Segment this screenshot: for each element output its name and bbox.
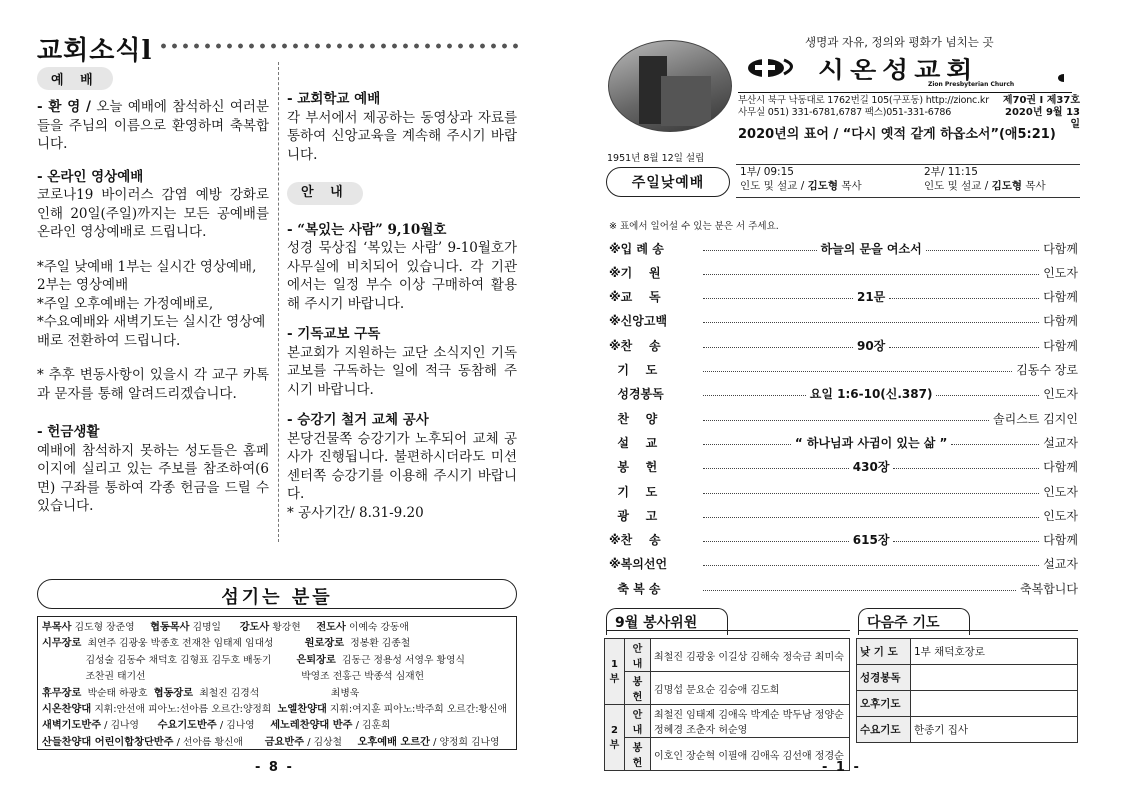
page-title: 교회소식l	[37, 36, 153, 66]
page-number-left: - 8 -	[255, 760, 294, 775]
staff-names: 김동근 정용성 서영우 황영식	[335, 654, 465, 666]
staff-role: 협동장로	[153, 687, 194, 699]
second-service	[924, 165, 1046, 193]
church-contact	[738, 95, 989, 119]
page-number-right: - 1 -	[822, 760, 861, 775]
order-row	[609, 309, 1078, 333]
staff-role: 수요기도반주	[157, 720, 217, 732]
year-motto: 2020년의 표어 / “다시 옛적 같게 하옵소서”(애5:21)	[738, 127, 1056, 142]
blessed-text: 성경 묵상집 ‘복있는 사람’ 9-10월호가 사무실에 비치되어 있습니다. 각 기관에서는 일정 부수 이상 구매하여 활용해 주시기 바랍니다.	[287, 240, 517, 312]
staff-role: 전도사	[316, 622, 346, 633]
order-person: 설교자	[1043, 557, 1078, 572]
service-notes	[37, 258, 269, 351]
order-row	[609, 333, 1078, 357]
staff-role: 세노레찬양대 반주	[270, 720, 353, 732]
staff-role: 새벽기도반주	[42, 720, 102, 732]
second-lead-label: 인도 및 설교 /	[924, 180, 992, 192]
welcome-head: - 환 영 /	[37, 99, 91, 115]
next-prayer-tab: 다음주 기도	[858, 608, 970, 635]
order-person: 인도자	[1043, 508, 1078, 523]
volunteer-guide-2: 최철진 임태제 김애옥 박계순 박두남 정양순 정혜경 조춘자 허순영	[651, 705, 850, 738]
order-label: ※교 독	[609, 290, 661, 305]
order-label: 찬 양	[609, 411, 658, 426]
order-person: 김동수 장로	[1016, 363, 1078, 377]
header-rule	[738, 92, 1072, 93]
order-person: 축복합니다	[1020, 581, 1078, 596]
staff-names: / 김상철	[304, 736, 358, 748]
order-person: 설교자	[1043, 435, 1078, 450]
order-person: 다함께	[1043, 290, 1078, 305]
church-name-en: Zion Presbyterian Church	[928, 81, 1015, 88]
order-label: ※신앙고백	[609, 314, 668, 329]
blessed-head: - “복있는 사람” 9,10월호	[287, 221, 447, 238]
church-photo	[608, 40, 732, 132]
welcome-notice	[37, 98, 269, 154]
order-row	[609, 382, 1078, 406]
order-person: 인도자	[1043, 484, 1078, 499]
volunteer-offer-1: 김명섭 문요순 김승애 김도희	[651, 672, 850, 705]
order-label: 성경봉독	[609, 387, 664, 402]
staff-names: / 선아름 황신애	[173, 736, 265, 748]
section-notice	[287, 182, 517, 205]
order-person: 다함께	[1043, 314, 1078, 329]
staff-line	[42, 686, 517, 702]
staff-names: / 김나영	[101, 720, 158, 732]
newspaper-head: - 기독교보 구독	[287, 326, 381, 342]
first-pastor-title: 목사	[838, 180, 862, 192]
order-label: 봉 헌	[609, 460, 658, 475]
staff-names: 조찬권 태기선 박영조 전홍근 박종석 심재헌	[42, 671, 425, 683]
service-title: 주일낮예배	[631, 175, 705, 191]
title-dots	[158, 40, 518, 52]
staff-names: 김성술 김동수 채덕호 김형표 김두호 배동기	[42, 654, 297, 666]
staff-line	[42, 669, 517, 685]
stand-note: ※ 표에서 일어설 수 있는 분은 서 주세요.	[609, 221, 779, 232]
elevator-head: - 승강기 철거 교체 공사	[287, 412, 429, 428]
order-person: 인도자	[1043, 387, 1078, 402]
staff-role: 은퇴장로	[296, 654, 336, 666]
order-label: ※찬 송	[609, 533, 661, 548]
volume: 제70권 I 제37호	[1002, 95, 1080, 106]
staff-names: 김도형 장준영	[71, 622, 151, 633]
staff-list	[42, 620, 517, 751]
order-content: 요일 1:6-10(신.387)	[809, 387, 933, 402]
order-content: 하늘의 문을 여소서	[820, 241, 922, 256]
elevator-text: 본당건물쪽 승강기가 노후되어 교체 공사가 진행됩니다. 불편하시더라도 미션센터쪽 승강기를 이용해 주시기 바랍니다.	[287, 430, 517, 502]
column-divider	[278, 62, 279, 542]
order-content: 21문	[856, 290, 886, 305]
volunteer-offer-2: 이호인 장순혁 이필애 김애옥 김선애 정경순	[651, 738, 850, 771]
order-row	[609, 358, 1078, 382]
founded-date: 1951년 8월 12일 설립	[607, 153, 705, 164]
order-content: 430장	[852, 460, 890, 475]
next-key-1: 낮 기 도	[857, 639, 911, 665]
order-row	[609, 576, 1078, 600]
next-val-1: 1부 채덕호장로	[911, 639, 1078, 665]
next-val-3	[911, 691, 1078, 717]
staff-role: 협동목사	[150, 622, 190, 633]
order-row	[609, 406, 1078, 430]
order-label: ※기 원	[609, 265, 661, 280]
volunteer-part-2: 2부	[605, 705, 625, 771]
order-row	[609, 260, 1078, 284]
section-worship	[37, 67, 113, 90]
staff-names: / 양정희 김나영	[430, 736, 500, 748]
staff-names: 황강현	[269, 622, 317, 633]
staff-names: / 김나영	[216, 720, 271, 732]
school-head: - 교회학교 예배	[287, 91, 381, 107]
service-rule-bottom	[736, 197, 1080, 198]
next-key-2: 성경봉독	[857, 665, 911, 691]
order-person: 솔리스트 김지인	[993, 411, 1078, 426]
school-text: 각 부서에서 제공하는 동영상과 자료를 통하여 신앙교육을 계속해 주시기 바랍니다.	[287, 109, 517, 163]
staff-line	[42, 636, 517, 652]
issue-date: 2020년 9월 13일	[1005, 107, 1080, 130]
staff-role: 부목사	[42, 622, 72, 633]
section-worship-label: 예 배	[37, 67, 113, 90]
staff-line	[42, 653, 517, 669]
order-label: 설 교	[609, 435, 658, 450]
online-head: - 온라인 영상예배	[37, 168, 144, 185]
order-label: ※입 례 송	[609, 241, 664, 256]
staff-names: 지휘:여지훈 피아노:박주희 오르간:황신애	[326, 704, 507, 716]
left-column-2	[287, 78, 517, 522]
volunteer-table	[604, 638, 850, 771]
elevator-period: * 공사기간/ 8.31-9.20	[287, 504, 424, 521]
order-row	[609, 285, 1078, 309]
order-label: 광 고	[609, 508, 658, 523]
note-2: *주일 오후예배는 가정예배로,	[37, 295, 214, 312]
staff-line	[42, 718, 517, 734]
staff-names: 최연주 김광웅 박종호 전재찬 임태제 임대성	[81, 638, 305, 650]
newspaper-text: 본교회가 지원하는 교단 소식지인 기독교보를 구독하는 일에 적극 동참해 주시기 바랍니다.	[287, 344, 517, 398]
note-3: *수요예배와 새벽기도는 실시간 영상예배로 전환하여 드립니다.	[37, 314, 266, 349]
staff-names: 정봉환 김종철	[344, 638, 411, 650]
offering-text: 예배에 참석하지 못하는 성도들은 홈페이지에 실리고 있는 주보를 참조하여(6면) 구좌를 통하여 각종 헌금을 드릴 수 있습니다.	[37, 442, 269, 514]
welcome-text: 오늘 예배에 참석하신 여러분들을 주님의 이름으로 환영하며 축복합니다.	[37, 99, 270, 152]
order-content: 615장	[852, 533, 890, 548]
staff-names: 이예숙 강동애	[345, 622, 409, 633]
staff-role: 휴무장로	[42, 687, 82, 699]
slogan: 생명과 자유, 정의와 평화가 넘치는 곳	[805, 35, 994, 49]
first-lead-label: 인도 및 설교 /	[740, 180, 808, 192]
volunteer-rule	[606, 630, 850, 631]
staff-role: 시온찬양대	[42, 704, 92, 716]
section-notice-label: 안 내	[287, 182, 363, 205]
staff-names: 김명일	[189, 622, 240, 633]
staff-role: 강도사	[239, 622, 270, 633]
left-page	[0, 0, 560, 793]
volunteer-offer-label-2: 봉헌	[625, 738, 651, 771]
next-val-4: 한종기 집사	[911, 717, 1078, 743]
next-val-2	[911, 665, 1078, 691]
order-label: ※복의선언	[609, 557, 668, 572]
change-notice: * 추후 변동사항이 있을시 각 교구 카톡과 문자를 통해 알려드리겠습니다.	[37, 367, 269, 402]
order-label: ※찬 송	[609, 338, 661, 353]
servers-title: 섬기는 분들	[221, 587, 333, 608]
order-label: 기 도	[609, 484, 658, 499]
church-name: 시온성교회	[818, 56, 979, 84]
next-prayer-rule	[858, 630, 1078, 631]
volunteer-offer-label-1: 봉헌	[625, 672, 651, 705]
volunteer-tab: 9월 봉사위원	[606, 608, 728, 635]
order-label: 축 복 송	[609, 581, 661, 596]
church-building-shape	[661, 76, 711, 126]
volunteer-guide-label-1: 안내	[625, 639, 651, 672]
order-person: 다함께	[1043, 338, 1078, 353]
order-person: 다함께	[1043, 533, 1078, 548]
first-service-time: 1부/ 09:15	[740, 166, 794, 178]
order-content: 90장	[856, 338, 886, 353]
staff-line	[42, 702, 517, 718]
order-row	[609, 503, 1078, 527]
order-row	[609, 455, 1078, 479]
staff-names: 최철진 김경석 최병욱	[193, 687, 360, 699]
volunteer-guide-label-2: 안내	[625, 705, 651, 738]
first-service	[740, 165, 862, 193]
staff-names: 지휘:안선애 피아노:선아름 오르간:양정희	[91, 704, 278, 716]
staff-names: 박순태 하광호	[81, 687, 154, 699]
first-service-leader	[740, 179, 862, 193]
order-row	[609, 479, 1078, 503]
staff-role: 산들찬양대 어린이합창단반주	[42, 736, 174, 748]
staff-line	[42, 735, 517, 751]
second-service-leader	[924, 179, 1046, 193]
staff-role: 노엘찬양대	[277, 704, 327, 716]
staff-role: 오후예배 오르간	[357, 736, 431, 748]
order-row	[609, 528, 1078, 552]
next-prayer-table	[856, 638, 1078, 743]
phone: 사무실 051) 331-6781,6787 팩스)051-331-6786	[738, 107, 952, 118]
staff-role: 금요반주	[264, 736, 305, 748]
staff-role: 시무장로	[42, 638, 82, 650]
order-person: 다함께	[1043, 241, 1078, 256]
address: 부산시 북구 낙동대로 1762번길 105(구포동) http://zionc.kr	[738, 95, 989, 106]
volunteer-guide-1: 최철진 김광웅 이길상 김해숙 정숙금 최미숙	[651, 639, 850, 672]
next-key-4: 수요기도	[857, 717, 911, 743]
staff-line	[42, 620, 517, 636]
second-service-time: 2부/ 11:15	[924, 166, 978, 178]
order-content: “ 하나님과 사귐이 있는 삶 ”	[794, 435, 948, 450]
staff-role: 원로장로	[304, 638, 345, 650]
second-pastor-title: 목사	[1022, 180, 1046, 192]
next-key-3: 오후기도	[857, 691, 911, 717]
order-label: 기 도	[609, 363, 658, 377]
order-row	[609, 430, 1078, 454]
order-row	[609, 236, 1078, 260]
second-pastor: 김도형	[991, 180, 1023, 192]
offering-head: - 헌금생활	[37, 424, 100, 440]
staff-names: / 김훈희	[352, 720, 391, 732]
online-text: 코로나19 바이러스 감염 예방 강화로 인해 20일(주일)까지는 모든 공예배를 온라인 영상예배로 드립니다.	[37, 187, 269, 240]
volunteer-part-1: 1부	[605, 639, 625, 705]
left-column-1	[37, 92, 269, 516]
note-1: *주일 낮예배 1부는 실시간 영상예배, 2부는 영상예배	[37, 258, 257, 293]
order-row	[609, 552, 1078, 576]
order-person: 인도자	[1043, 265, 1078, 280]
order-person: 다함께	[1043, 460, 1078, 475]
first-pastor: 김도형	[807, 180, 839, 192]
